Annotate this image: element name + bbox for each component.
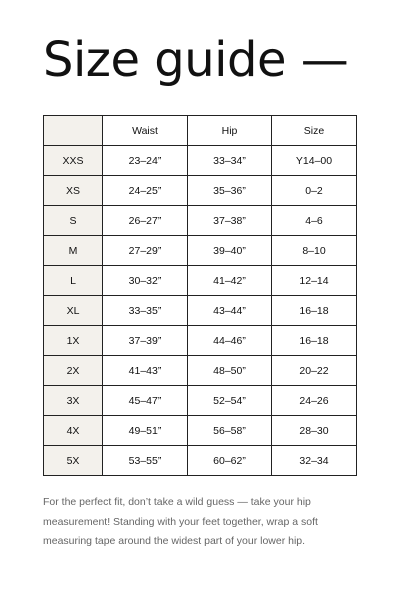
row-label: S: [44, 206, 103, 236]
size-cell: 16–18: [272, 326, 357, 356]
size-cell: 16–18: [272, 296, 357, 326]
table-row: [44, 146, 357, 176]
waist-cell: 23–24”: [103, 146, 188, 176]
row-label: XS: [44, 176, 103, 206]
row-label: XXS: [44, 146, 103, 176]
hip-cell: 56–58”: [188, 416, 272, 446]
column-header-hip: Hip: [188, 116, 272, 146]
table-row: [44, 206, 357, 236]
page-title: Size guide —: [43, 32, 349, 88]
size-cell: Y14–00: [272, 146, 357, 176]
size-cell: 0–2: [272, 176, 357, 206]
table-row: [44, 296, 357, 326]
table-row: [44, 326, 357, 356]
row-label: XL: [44, 296, 103, 326]
waist-cell: 41–43”: [103, 356, 188, 386]
row-label: L: [44, 266, 103, 296]
row-label: 1X: [44, 326, 103, 356]
table-row: [44, 446, 357, 476]
waist-cell: 24–25”: [103, 176, 188, 206]
column-header-waist: Waist: [103, 116, 188, 146]
waist-cell: 37–39”: [103, 326, 188, 356]
table-corner-cell: [44, 116, 103, 146]
table-header-row: [44, 116, 357, 146]
size-cell: 8–10: [272, 236, 357, 266]
row-label: 5X: [44, 446, 103, 476]
hip-cell: 33–34”: [188, 146, 272, 176]
table-row: [44, 416, 357, 446]
table-row: [44, 236, 357, 266]
table-row: [44, 176, 357, 206]
hip-cell: 35–36”: [188, 176, 272, 206]
row-label: 3X: [44, 386, 103, 416]
size-cell: 32–34: [272, 446, 357, 476]
size-cell: 24–26: [272, 386, 357, 416]
table-row: [44, 266, 357, 296]
row-label: M: [44, 236, 103, 266]
size-cell: 20–22: [272, 356, 357, 386]
hip-cell: 60–62”: [188, 446, 272, 476]
hip-cell: 41–42”: [188, 266, 272, 296]
size-cell: 4–6: [272, 206, 357, 236]
table-row: [44, 356, 357, 386]
hip-cell: 44–46”: [188, 326, 272, 356]
measurement-note: For the perfect fit, don’t take a wild guess — take your hip measurement! Standing with your feet together, wrap a soft measuring tape around the widest part of your lower hip.: [43, 496, 318, 547]
waist-cell: 49–51”: [103, 416, 188, 446]
hip-cell: 43–44”: [188, 296, 272, 326]
waist-cell: 45–47”: [103, 386, 188, 416]
waist-cell: 30–32”: [103, 266, 188, 296]
table-row: [44, 386, 357, 416]
waist-cell: 53–55”: [103, 446, 188, 476]
waist-cell: 26–27”: [103, 206, 188, 236]
size-table: [43, 115, 357, 476]
size-cell: 28–30: [272, 416, 357, 446]
size-cell: 12–14: [272, 266, 357, 296]
row-label: 2X: [44, 356, 103, 386]
column-header-size: Size: [272, 116, 357, 146]
hip-cell: 39–40”: [188, 236, 272, 266]
hip-cell: 37–38”: [188, 206, 272, 236]
waist-cell: 33–35”: [103, 296, 188, 326]
hip-cell: 52–54”: [188, 386, 272, 416]
hip-cell: 48–50”: [188, 356, 272, 386]
waist-cell: 27–29”: [103, 236, 188, 266]
row-label: 4X: [44, 416, 103, 446]
